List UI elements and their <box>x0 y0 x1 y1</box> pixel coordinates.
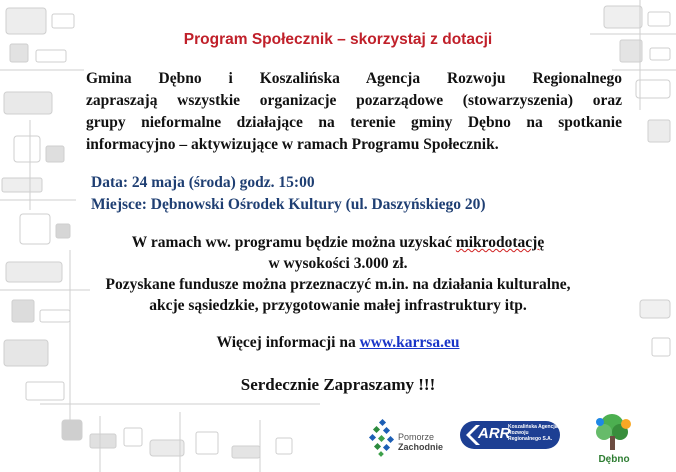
event-details <box>91 172 486 216</box>
program-line-1-text: W ramach ww. programu będzie można uzyskać <box>131 234 456 251</box>
tree-icon <box>588 410 638 454</box>
program-line-2: w wysokości 3.000 zł. <box>268 255 408 272</box>
program-line-4: akcje sąsiedzkie, przygotowanie małej infrastruktury itp. <box>149 297 527 314</box>
pomorze-emblem-icon <box>368 418 398 458</box>
arr-name: Koszalińska Agencja Rozwoju Regionalnego S.A. <box>508 424 558 442</box>
pomorze-text: Pomorze <box>398 432 435 442</box>
program-line-3: Pozyskane fundusze można przeznaczyć m.in. na działania kulturalne, <box>105 276 571 293</box>
intro-line: grupy nieformalne działające na terenie gminy Dębno na spotkanie <box>86 114 622 131</box>
event-place: Miejsce: Dębnowski Ośrodek Kultury (ul. Daszyńskiego 20) <box>91 196 486 213</box>
arr-mark: ARR <box>478 425 511 442</box>
more-info-text: Więcej informacji na <box>216 334 360 351</box>
mikrodotacja-word: mikrodotację <box>455 234 545 251</box>
page-title: Program Społecznik – skorzystaj z dotacji <box>183 31 493 48</box>
program-line-1 <box>0 232 676 253</box>
debno-logo <box>588 410 638 468</box>
karrsa-link[interactable]: www.karrsa.eu <box>359 334 460 351</box>
intro-line: informacyjno – aktywizujące w ramach Programu Społecznik. <box>86 136 499 153</box>
zachodnie-text: Zachodnie <box>398 442 444 452</box>
more-info <box>0 334 676 352</box>
pomorze-zachodnie-logo <box>368 412 464 464</box>
program-info <box>0 232 676 316</box>
arr-logo <box>456 419 564 451</box>
event-date: Data: 24 maja (środa) godz. 15:00 <box>91 174 315 191</box>
greeting: Serdecznie Zapraszamy !!! <box>240 375 436 394</box>
intro-paragraph <box>86 68 622 156</box>
intro-line: Gmina Dębno i Koszalińska Agencja Rozwoju Regionalnego <box>86 70 622 87</box>
debno-text: Dębno <box>598 454 630 465</box>
intro-line: zapraszają wszystkie organizacje pozarządowe (stowarzyszenia) oraz <box>86 92 622 109</box>
